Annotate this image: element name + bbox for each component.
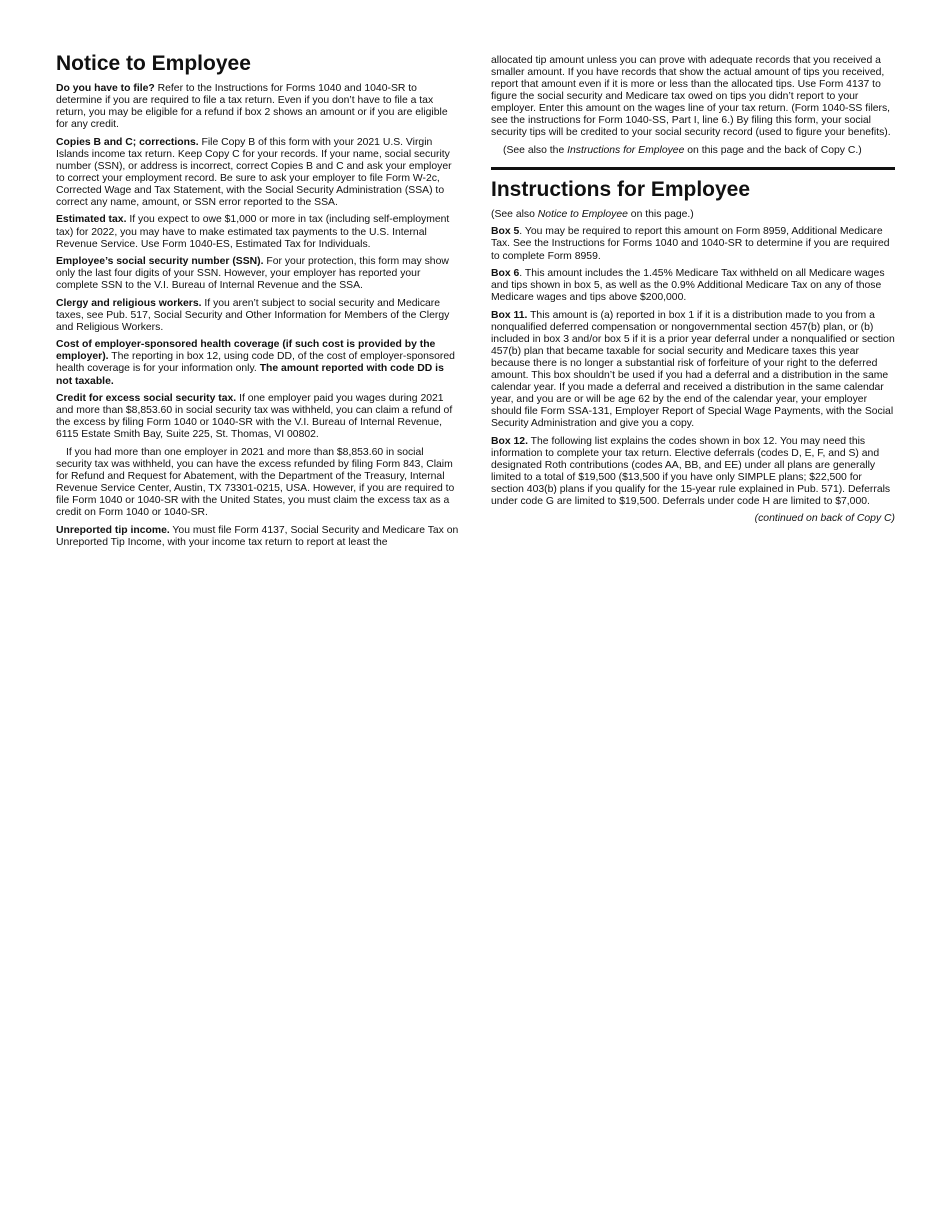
- paragraph-lead: Do you have to file?: [56, 83, 155, 94]
- notice-paragraph: [56, 137, 459, 209]
- notice-paragraph: [56, 298, 459, 334]
- notice-paragraph: [56, 256, 459, 292]
- notice-title: Notice to Employee: [56, 52, 251, 75]
- notice-paragraph: [56, 83, 459, 131]
- see-also-pre: (See also: [491, 208, 538, 220]
- paragraph-lead: Box 11.: [491, 309, 528, 321]
- paragraph-text: If one employer paid you wages during 2021 and more than $8,853.60 in social security tax was withheld, you can claim a refund of the excess by filing Form 1040 or 1040-SR with the V.I. Bureau of Internal Revenue, 6115 Estate Smith Bay, Suite 225, St. Thomas, VI 00802.: [56, 393, 453, 441]
- notice-see-also: [491, 145, 895, 157]
- paragraph-text: For your protection, this form may show only the last four digits of your SSN. However, your employer has reported your complete SSN to the V.I. Bureau of Internal Revenue and the SSA.: [56, 256, 449, 292]
- continued-note: (continued on back of Copy C): [754, 513, 895, 525]
- paragraph-lead: Box 5: [491, 226, 520, 238]
- instructions-paragraph: [491, 310, 895, 430]
- instructions-column: [491, 55, 895, 531]
- instructions-paragraph: [491, 436, 895, 508]
- paragraph-lead: Cost of employer-sponsored health coverage (if such cost is provided by the employer).: [56, 339, 436, 363]
- paragraph-bold-tail: The amount reported with code DD is not taxable.: [56, 363, 444, 387]
- paragraph-lead: Estimated tax.: [56, 214, 127, 226]
- paragraph-text: If you aren’t subject to social security and Medicare taxes, see Pub. 517, Social Security and Other Information for Members of the Clergy and Religious Workers.: [56, 297, 450, 333]
- paragraph-lead: Employee’s social security number (SSN).: [56, 256, 264, 268]
- notice-paragraph: [56, 525, 459, 549]
- see-also-post: on this page.): [627, 208, 694, 220]
- instructions-title: Instructions for Employee: [491, 177, 751, 201]
- paragraph-text: . This amount includes the 1.45% Medicare Tax withheld on all Medicare wages and tips shown in box 5, as well as the 0.9% Additional Medicare Tax on any of those Medicare wages and tips above $200,000.: [491, 268, 885, 304]
- paragraph-text: The reporting in box 12, using code DD, of the cost of employer-sponsored health coverage is for your information only.: [56, 351, 455, 375]
- paragraph-text: The following list explains the codes shown in box 12. You may need this information to complete your tax return. Elective deferrals (codes D, E, F, and S) and designated Roth contributions (codes AA, BB, and EE) under all plans are generally limited to a total of $19,500 ($13,500 if you have only SIMPLE plans; $22,500 for section 403(b) plans if you qualify for the 15-year rule explained in Pub. 571). Deferrals under code G are limited to $19,500. Deferrals under code H are limited to $7,000.: [491, 435, 891, 507]
- paragraph-text: This amount is (a) reported in box 1 if it is a distribution made to you from a nonqualified deferred compensation or nongovernmental section 457(b) plan, or (b) included in box 3 and/or box 5 if it is a prior year deferral under a nonqualified or section 457(b) plan that became taxable for social security and Medicare taxes this year because there is no longer a substantial risk of forfeiture of your right to the deferred amount. This box shouldn’t be used if you had a deferral and a distribution in the same calendar year. If you made a deferral and received a distribution in the same calendar year, and you are or will be age 62 by the end of the calendar year, your employer should file Form SSA-131, Employer Report of Special Wage Payments, with the Social Security Administration and give you a copy.: [491, 309, 895, 430]
- paragraph-lead: Clergy and religious workers.: [56, 297, 202, 309]
- see-also-ref: Notice to Employee: [537, 208, 628, 220]
- paragraph-text: File Copy B of this form with your 2021 U.S. Virgin Islands income tax return. Keep Copy C for your records. If your name, social security number (SSN), or address is incorrect, correct Copies B and C and ask your employer to correct your employment record. Be sure to ask your employer to file Form W-2c, Corrected Wage and Tax Statement, with the Social Security Administration (SSA) to correct any name, amount, or SSN error reported to the SSA.: [56, 136, 452, 208]
- notice-paragraph: [56, 339, 459, 387]
- instructions-paragraph: [491, 268, 895, 304]
- instructions-see-also: [491, 209, 895, 221]
- paragraph-lead: Box 12.: [491, 435, 528, 447]
- notice-column: [56, 52, 459, 554]
- notice-paragraph: [56, 214, 459, 250]
- notice-paragraph: [56, 447, 459, 519]
- see-also-pre: (See also the: [503, 144, 568, 156]
- paragraph-lead: Unreported tip income.: [56, 524, 170, 536]
- see-also-post: on this page and the back of Copy C.): [684, 144, 862, 156]
- paragraph-text: If you had more than one employer in 2021 and more than $8,853.60 in social security tax was withheld, you can have the excess refunded by filing Form 843, Claim for Refund and Request for Abatement, with the Department of the Treasury, Internal Revenue Service Center, Austin, TX 73301-0215, USA. However, if you are required to file Form 1040 or 1040-SR with the United States, you must claim the excess tax as a credit on Form 1040 or 1040-SR.: [56, 446, 455, 518]
- notice-continuation: allocated tip amount unless you can prove with adequate records that you received a smaller amount. If you have records that show the actual amount of tips you received, report that amount even if it is more or less than the allocated tips. Use Form 4137 to figure the social security and Medicare tax owed on tips you didn’t report to your employer. Enter this amount on the wages line of your tax return. (Form 1040-SS filers, see the instructions for Form 1040-SS, Part I, line 6.) By filing this form, your social security tips will be credited to your social security record (used to figure your benefits).: [491, 55, 891, 139]
- paragraph-text: If you expect to owe $1,000 or more in tax (including self-employment tax) for 2022, you may have to make estimated tax payments to the U.S. Internal Revenue Service. Use Form 1040-ES, Estimated Tax for Individuals.: [56, 214, 450, 250]
- paragraph-lead: Box 6: [491, 268, 520, 280]
- paragraph-text: You must file Form 4137, Social Security and Medicare Tax on Unreported Tip Income, with your income tax return to report at least the: [56, 524, 459, 548]
- notice-paragraph: [56, 393, 459, 441]
- paragraph-text: . You may be required to report this amount on Form 8959, Additional Medicare Tax. See the Instructions for Forms 1040 and 1040-SR to determine if you are required to complete Form 8959.: [491, 226, 890, 262]
- paragraph-text: Refer to the Instructions for Forms 1040 and 1040-SR to determine if you are required to file a tax return. Even if you don’t have to file a tax return, you may be eligible for a refund if box 2 shows an amount or if you are eligible for any credit.: [56, 83, 448, 131]
- paragraph-lead: Copies B and C; corrections.: [56, 136, 199, 148]
- paragraph-lead: Credit for excess social security tax.: [56, 393, 237, 405]
- instructions-paragraph: [491, 226, 895, 262]
- see-also-ref: Instructions for Employee: [567, 144, 685, 156]
- section-divider: [491, 167, 895, 170]
